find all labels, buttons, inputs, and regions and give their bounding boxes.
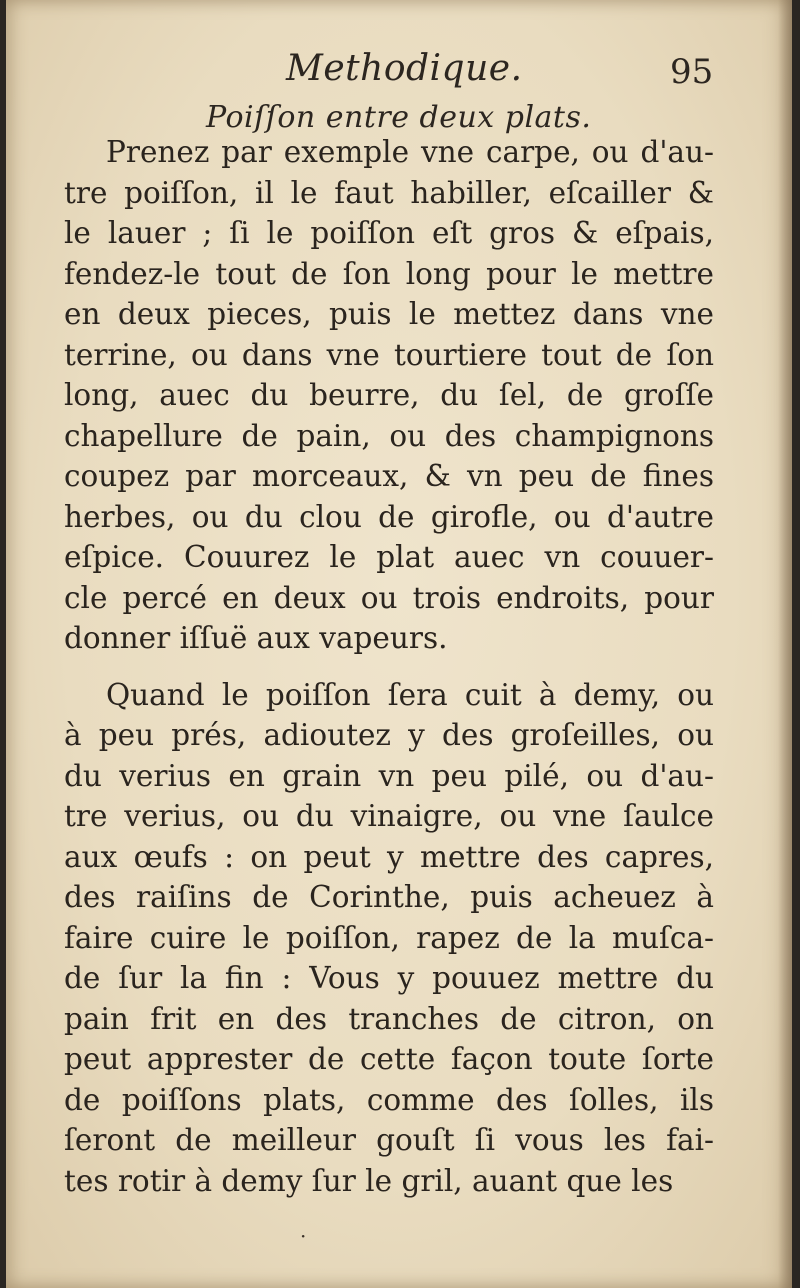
text-line: en deux pieces, puis le mettez dans vne [64, 297, 714, 331]
paragraph [64, 132, 714, 659]
text-line: du verius en grain vn peu pilé, ou d'au- [64, 758, 714, 793]
text-line: pain frit en des tranches de citron, on [64, 1001, 714, 1036]
page-header [6, 48, 792, 98]
text-line: faire cuire le poiſſon, rapez de la muſca- [64, 920, 714, 955]
text-line: ſeront de meilleur gouſt ſi vous les fai- [64, 1123, 714, 1157]
page-edge-shadow [778, 0, 792, 1288]
text-line: chapellure de pain, ou des champignons [64, 418, 714, 453]
paragraph [64, 675, 714, 1202]
text-line: des raiſins de Corinthe, puis acheuez à [64, 880, 714, 914]
text-line: tre poiſſon, il le faut habiller, eſcailler & [64, 175, 714, 210]
text-line: Prenez par exemple vne carpe, ou d'au- [106, 135, 714, 169]
text-line: à peu prés, adioutez y des groſeilles, ou [64, 718, 714, 752]
text-line: eſpice. Couurez le plat auec vn couuer- [64, 540, 714, 574]
text-line: donner iſſuë aux vapeurs. [64, 621, 448, 655]
book-page [6, 0, 792, 1288]
running-head: Methodique. [286, 48, 523, 89]
section-title: Poiſſon entre deux plats. [206, 100, 592, 135]
text-line: long, auec du beurre, du ſel, de groſſe [64, 378, 714, 412]
text-line: Quand le poiſſon ſera cuit à demy, ou [106, 677, 714, 712]
text-line: coupez par morceaux, & vn peu de fines [64, 459, 714, 493]
text-line: herbes, ou du clou de girofle, ou d'autre [64, 499, 714, 534]
text-line: terrine, ou dans vne tourtiere tout de ſon [64, 337, 714, 372]
text-line: tre verius, ou du vinaigre, ou vne ſaulce [64, 799, 714, 833]
text-line: de ſur la fin : Vous y pouuez mettre du [64, 961, 714, 995]
text-line: tes rotir à demy ſur le gril, auant que les [64, 1163, 674, 1198]
text-line: fendez-le tout de ſon long pour le mettre [64, 256, 714, 291]
paragraph-gap [64, 659, 714, 675]
page-number: 95 [670, 52, 714, 92]
footer-mark: · [300, 1224, 307, 1248]
text-line: de poiſſons plats, comme des ſolles, ils [64, 1082, 714, 1117]
text-line: le lauer ; ſi le poiſſon eſt gros & eſpais, [64, 216, 714, 250]
text-line: cle percé en deux ou trois endroits, pour [64, 580, 714, 615]
body-text [64, 132, 714, 1201]
text-line: aux œufs : on peut y mettre des capres, [64, 839, 714, 874]
text-line: peut apprester de cette façon toute ſorte [64, 1042, 714, 1076]
